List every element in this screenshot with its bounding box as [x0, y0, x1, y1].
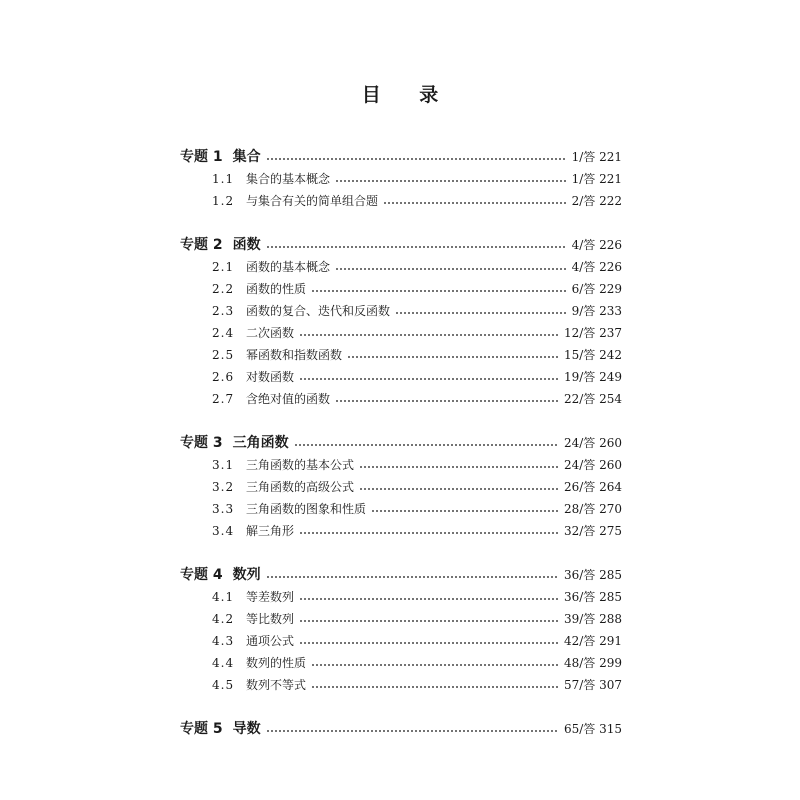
page-number: 12/答 237 [563, 326, 622, 340]
table-of-contents [180, 146, 622, 740]
dot-leader [359, 466, 559, 468]
toc-section-4-3[interactable] [180, 630, 622, 652]
section-number: 3.3 [212, 502, 235, 516]
section-title: 幂函数和指数函数 [246, 348, 343, 362]
spacer [180, 696, 622, 718]
toc-chapter-1[interactable] [180, 146, 622, 168]
dot-leader [311, 290, 567, 292]
page-number: 9/答 233 [571, 304, 622, 318]
toc-section-1-1[interactable] [180, 168, 622, 190]
toc-chapter-2[interactable] [180, 234, 622, 256]
page-number: 4/答 226 [571, 260, 622, 274]
dot-leader [383, 202, 567, 204]
section-title: 数列不等式 [246, 678, 307, 692]
section-number: 4.2 [212, 612, 235, 626]
page-title: 目 录 [361, 84, 455, 106]
page-number: 6/答 229 [571, 282, 622, 296]
page-number: 24/答 260 [563, 458, 622, 472]
chapter-title: 三角函数 [232, 435, 289, 451]
toc-section-3-1[interactable] [180, 454, 622, 476]
chapter-number: 专题 4 [180, 567, 223, 583]
page-number: 26/答 264 [563, 480, 622, 494]
spacer [180, 542, 622, 564]
page-number: 36/答 285 [563, 568, 622, 582]
page-number: 39/答 288 [563, 612, 622, 626]
toc-chapter-4[interactable] [180, 564, 622, 586]
dot-leader [299, 598, 559, 600]
dot-leader [311, 686, 559, 688]
toc-section-2-5[interactable] [180, 344, 622, 366]
dot-leader [294, 444, 559, 446]
page-number: 1/答 221 [571, 172, 622, 186]
page-number: 48/答 299 [563, 656, 622, 670]
section-number: 2.2 [212, 282, 235, 296]
section-title: 二次函数 [246, 326, 295, 340]
dot-leader [266, 158, 567, 160]
page-number: 24/答 260 [563, 436, 622, 450]
section-number: 3.2 [212, 480, 235, 494]
toc-section-3-3[interactable] [180, 498, 622, 520]
dot-leader [299, 334, 559, 336]
chapter-title: 函数 [232, 237, 261, 253]
toc-section-2-3[interactable] [180, 300, 622, 322]
page-number: 15/答 242 [563, 348, 622, 362]
chapter-number: 专题 1 [180, 149, 223, 165]
dot-leader [335, 268, 567, 270]
page-number: 36/答 285 [563, 590, 622, 604]
section-title: 与集合有关的简单组合题 [246, 194, 379, 208]
toc-chapter-5[interactable] [180, 718, 622, 740]
section-title: 三角函数的基本公式 [246, 458, 355, 472]
section-number: 3.4 [212, 524, 235, 538]
spacer [180, 410, 622, 432]
dot-leader [335, 180, 567, 182]
section-title: 等差数列 [246, 590, 295, 604]
section-number: 1.2 [212, 194, 235, 208]
section-number: 2.5 [212, 348, 235, 362]
toc-section-3-2[interactable] [180, 476, 622, 498]
chapter-number: 专题 2 [180, 237, 223, 253]
section-title: 解三角形 [246, 524, 295, 538]
page-number: 2/答 222 [571, 194, 622, 208]
dot-leader [371, 510, 559, 512]
chapter-title: 数列 [232, 567, 261, 583]
dot-leader [359, 488, 559, 490]
dot-leader [395, 312, 567, 314]
toc-section-1-2[interactable] [180, 190, 622, 212]
toc-section-4-5[interactable] [180, 674, 622, 696]
dot-leader [299, 378, 559, 380]
chapter-title: 集合 [232, 149, 261, 165]
page-number: 42/答 291 [563, 634, 622, 648]
chapter-title: 导数 [232, 721, 261, 737]
section-number: 2.4 [212, 326, 235, 340]
section-title: 集合的基本概念 [246, 172, 331, 186]
page-number: 22/答 254 [563, 392, 622, 406]
dot-leader [299, 620, 559, 622]
section-title: 含绝对值的函数 [246, 392, 331, 406]
page-number: 65/答 315 [563, 722, 622, 736]
section-number: 2.7 [212, 392, 235, 406]
section-number: 2.6 [212, 370, 235, 384]
page-number: 28/答 270 [563, 502, 622, 516]
toc-section-2-1[interactable] [180, 256, 622, 278]
section-title: 通项公式 [246, 634, 295, 648]
section-title: 数列的性质 [246, 656, 307, 670]
toc-section-4-4[interactable] [180, 652, 622, 674]
toc-section-2-6[interactable] [180, 366, 622, 388]
page-number: 1/答 221 [571, 150, 622, 164]
section-title: 函数的基本概念 [246, 260, 331, 274]
toc-section-2-2[interactable] [180, 278, 622, 300]
dot-leader [299, 532, 559, 534]
toc-chapter-3[interactable] [180, 432, 622, 454]
dot-leader [299, 642, 559, 644]
dot-leader [335, 400, 559, 402]
section-title: 函数的性质 [246, 282, 307, 296]
page-number: 57/答 307 [563, 678, 622, 692]
section-title: 对数函数 [246, 370, 295, 384]
page-number: 19/答 249 [563, 370, 622, 384]
section-number: 2.3 [212, 304, 235, 318]
section-number: 4.4 [212, 656, 235, 670]
toc-section-4-1[interactable] [180, 586, 622, 608]
page-number: 32/答 275 [563, 524, 622, 538]
dot-leader [266, 576, 559, 578]
section-number: 4.3 [212, 634, 235, 648]
section-number: 1.1 [212, 172, 235, 186]
toc-section-4-2[interactable] [180, 608, 622, 630]
toc-section-3-4[interactable] [180, 520, 622, 542]
section-title: 三角函数的图象和性质 [246, 502, 367, 516]
spacer [180, 212, 622, 234]
dot-leader [266, 246, 567, 248]
dot-leader [266, 730, 559, 732]
dot-leader [311, 664, 559, 666]
section-title: 等比数列 [246, 612, 295, 626]
section-number: 3.1 [212, 458, 235, 472]
chapter-number: 专题 3 [180, 435, 223, 451]
toc-section-2-4[interactable] [180, 322, 622, 344]
dot-leader [347, 356, 559, 358]
section-number: 4.5 [212, 678, 235, 692]
toc-section-2-7[interactable] [180, 388, 622, 410]
section-number: 4.1 [212, 590, 235, 604]
section-title: 三角函数的高级公式 [246, 480, 355, 494]
section-number: 2.1 [212, 260, 235, 274]
page-number: 4/答 226 [571, 238, 622, 252]
section-title: 函数的复合、迭代和反函数 [246, 304, 391, 318]
chapter-number: 专题 5 [180, 721, 223, 737]
